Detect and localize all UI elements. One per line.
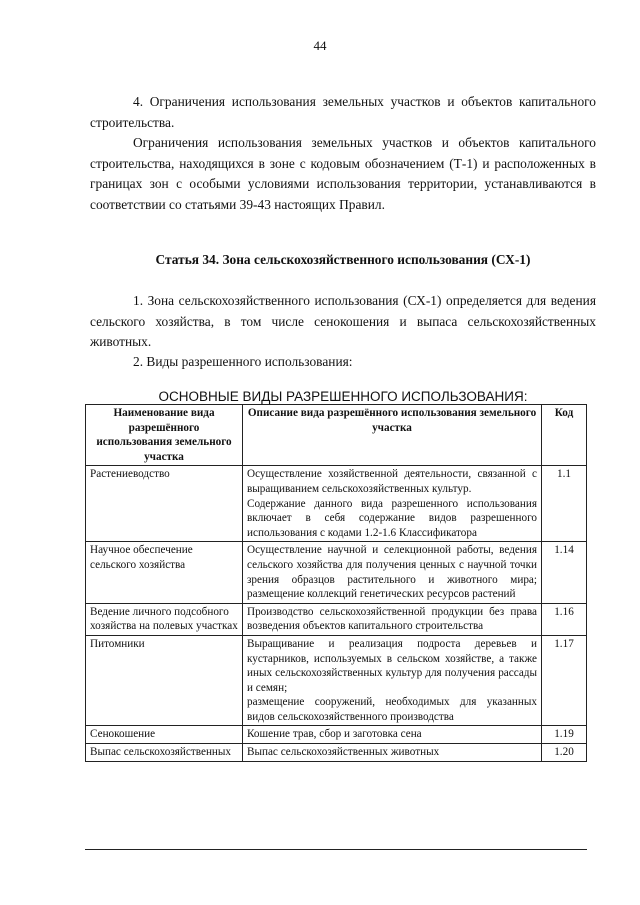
row-code: 1.16 bbox=[542, 603, 587, 635]
permitted-use-table bbox=[85, 404, 587, 762]
row-description bbox=[243, 635, 542, 726]
table-row bbox=[86, 744, 587, 762]
row-name: Научное обеспечение сельского хозяйства bbox=[86, 542, 243, 603]
row-code: 1.14 bbox=[542, 542, 587, 603]
table-row bbox=[86, 635, 587, 726]
row-description bbox=[243, 726, 542, 744]
row-code: 1.1 bbox=[542, 466, 587, 542]
row-description-part: Выпас сельскохозяйственных животных bbox=[247, 746, 440, 759]
row-description-part: Осуществление научной и селекционной работы, ведения сельского хозяйства для получения ценных с научной точки зрения образцов растительного и животного мира; размещение коллекций генетических ресурсов растений bbox=[247, 544, 537, 601]
section4-paragraph-1: 4. Ограничения использования земельных участков и объектов капитального строительства. bbox=[90, 94, 596, 130]
row-description-part: Производство сельскохозяйственной продукции без права возведения объектов капитального строительства bbox=[247, 605, 537, 633]
row-description bbox=[243, 466, 542, 542]
row-name: Растениеводство bbox=[86, 466, 243, 542]
table-title: ОСНОВНЫЕ ВИДЫ РАЗРЕШЕННОГО ИСПОЛЬЗОВАНИЯ: bbox=[158, 389, 528, 404]
section4-paragraph-2: Ограничения использования земельных участков и объектов капитального строительства, находящихся в зоне с кодовым обозначением (Т-1) и расположенных в границах зон с особыми условиями использования территории, устанавливаются в соответствии со статьями 39-43 настоящих Правил. bbox=[90, 135, 596, 212]
row-description bbox=[243, 542, 542, 603]
table-row bbox=[86, 466, 587, 542]
row-description bbox=[243, 603, 542, 635]
row-name: Питомники bbox=[86, 635, 243, 726]
row-description-part: Осуществление хозяйственной деятельности, связанной с выращиванием сельскохозяйственных культур. bbox=[247, 468, 537, 495]
row-code: 1.17 bbox=[542, 635, 587, 726]
row-name: Ведение личного подсобного хозяйства на полевых участках bbox=[86, 603, 243, 635]
table-row bbox=[86, 726, 587, 744]
row-description-part: Содержание данного вида разрешенного использования включает в себя содержание видов разрешенного использования с кодами 1.2-1.6 Классификатора bbox=[247, 497, 537, 539]
row-code: 1.20 bbox=[542, 744, 587, 762]
header-description: Описание вида разрешённого использования земельного участка bbox=[243, 405, 542, 466]
row-description-part: Выращивание и реализация подроста деревьев и кустарников, используемых в сельском хозяйстве, а также иных сельскохозяйственных культур для получения рассады и семян; bbox=[247, 637, 537, 694]
header-name: Наименование вида разрешённого использования земельного участка bbox=[86, 405, 243, 466]
row-description bbox=[243, 744, 542, 762]
article-paragraph-1: 1. Зона сельскохозяйственного использования (СХ-1) определяется для ведения сельского хозяйства, в том числе сенокошения и выпаса сельскохозяйственных животных. bbox=[90, 293, 596, 349]
page-bottom-rule bbox=[85, 849, 587, 850]
row-description-part: Кошение трав, сбор и заготовка сена bbox=[247, 728, 422, 741]
article-heading: Статья 34. Зона сельскохозяйственного использования (СХ-1) bbox=[155, 252, 531, 267]
row-code: 1.19 bbox=[542, 726, 587, 744]
header-code: Код bbox=[542, 405, 587, 466]
table-header-row bbox=[86, 405, 587, 466]
row-description-part: размещение сооружений, необходимых для указанных видов сельскохозяйственного производства bbox=[247, 696, 537, 723]
row-name: Выпас сельскохозяйственных bbox=[86, 744, 243, 762]
article-paragraph-2: 2. Виды разрешенного использования: bbox=[133, 354, 353, 369]
page-number: 44 bbox=[313, 38, 327, 53]
table-row bbox=[86, 603, 587, 635]
table-row bbox=[86, 542, 587, 603]
row-name: Сенокошение bbox=[86, 726, 243, 744]
